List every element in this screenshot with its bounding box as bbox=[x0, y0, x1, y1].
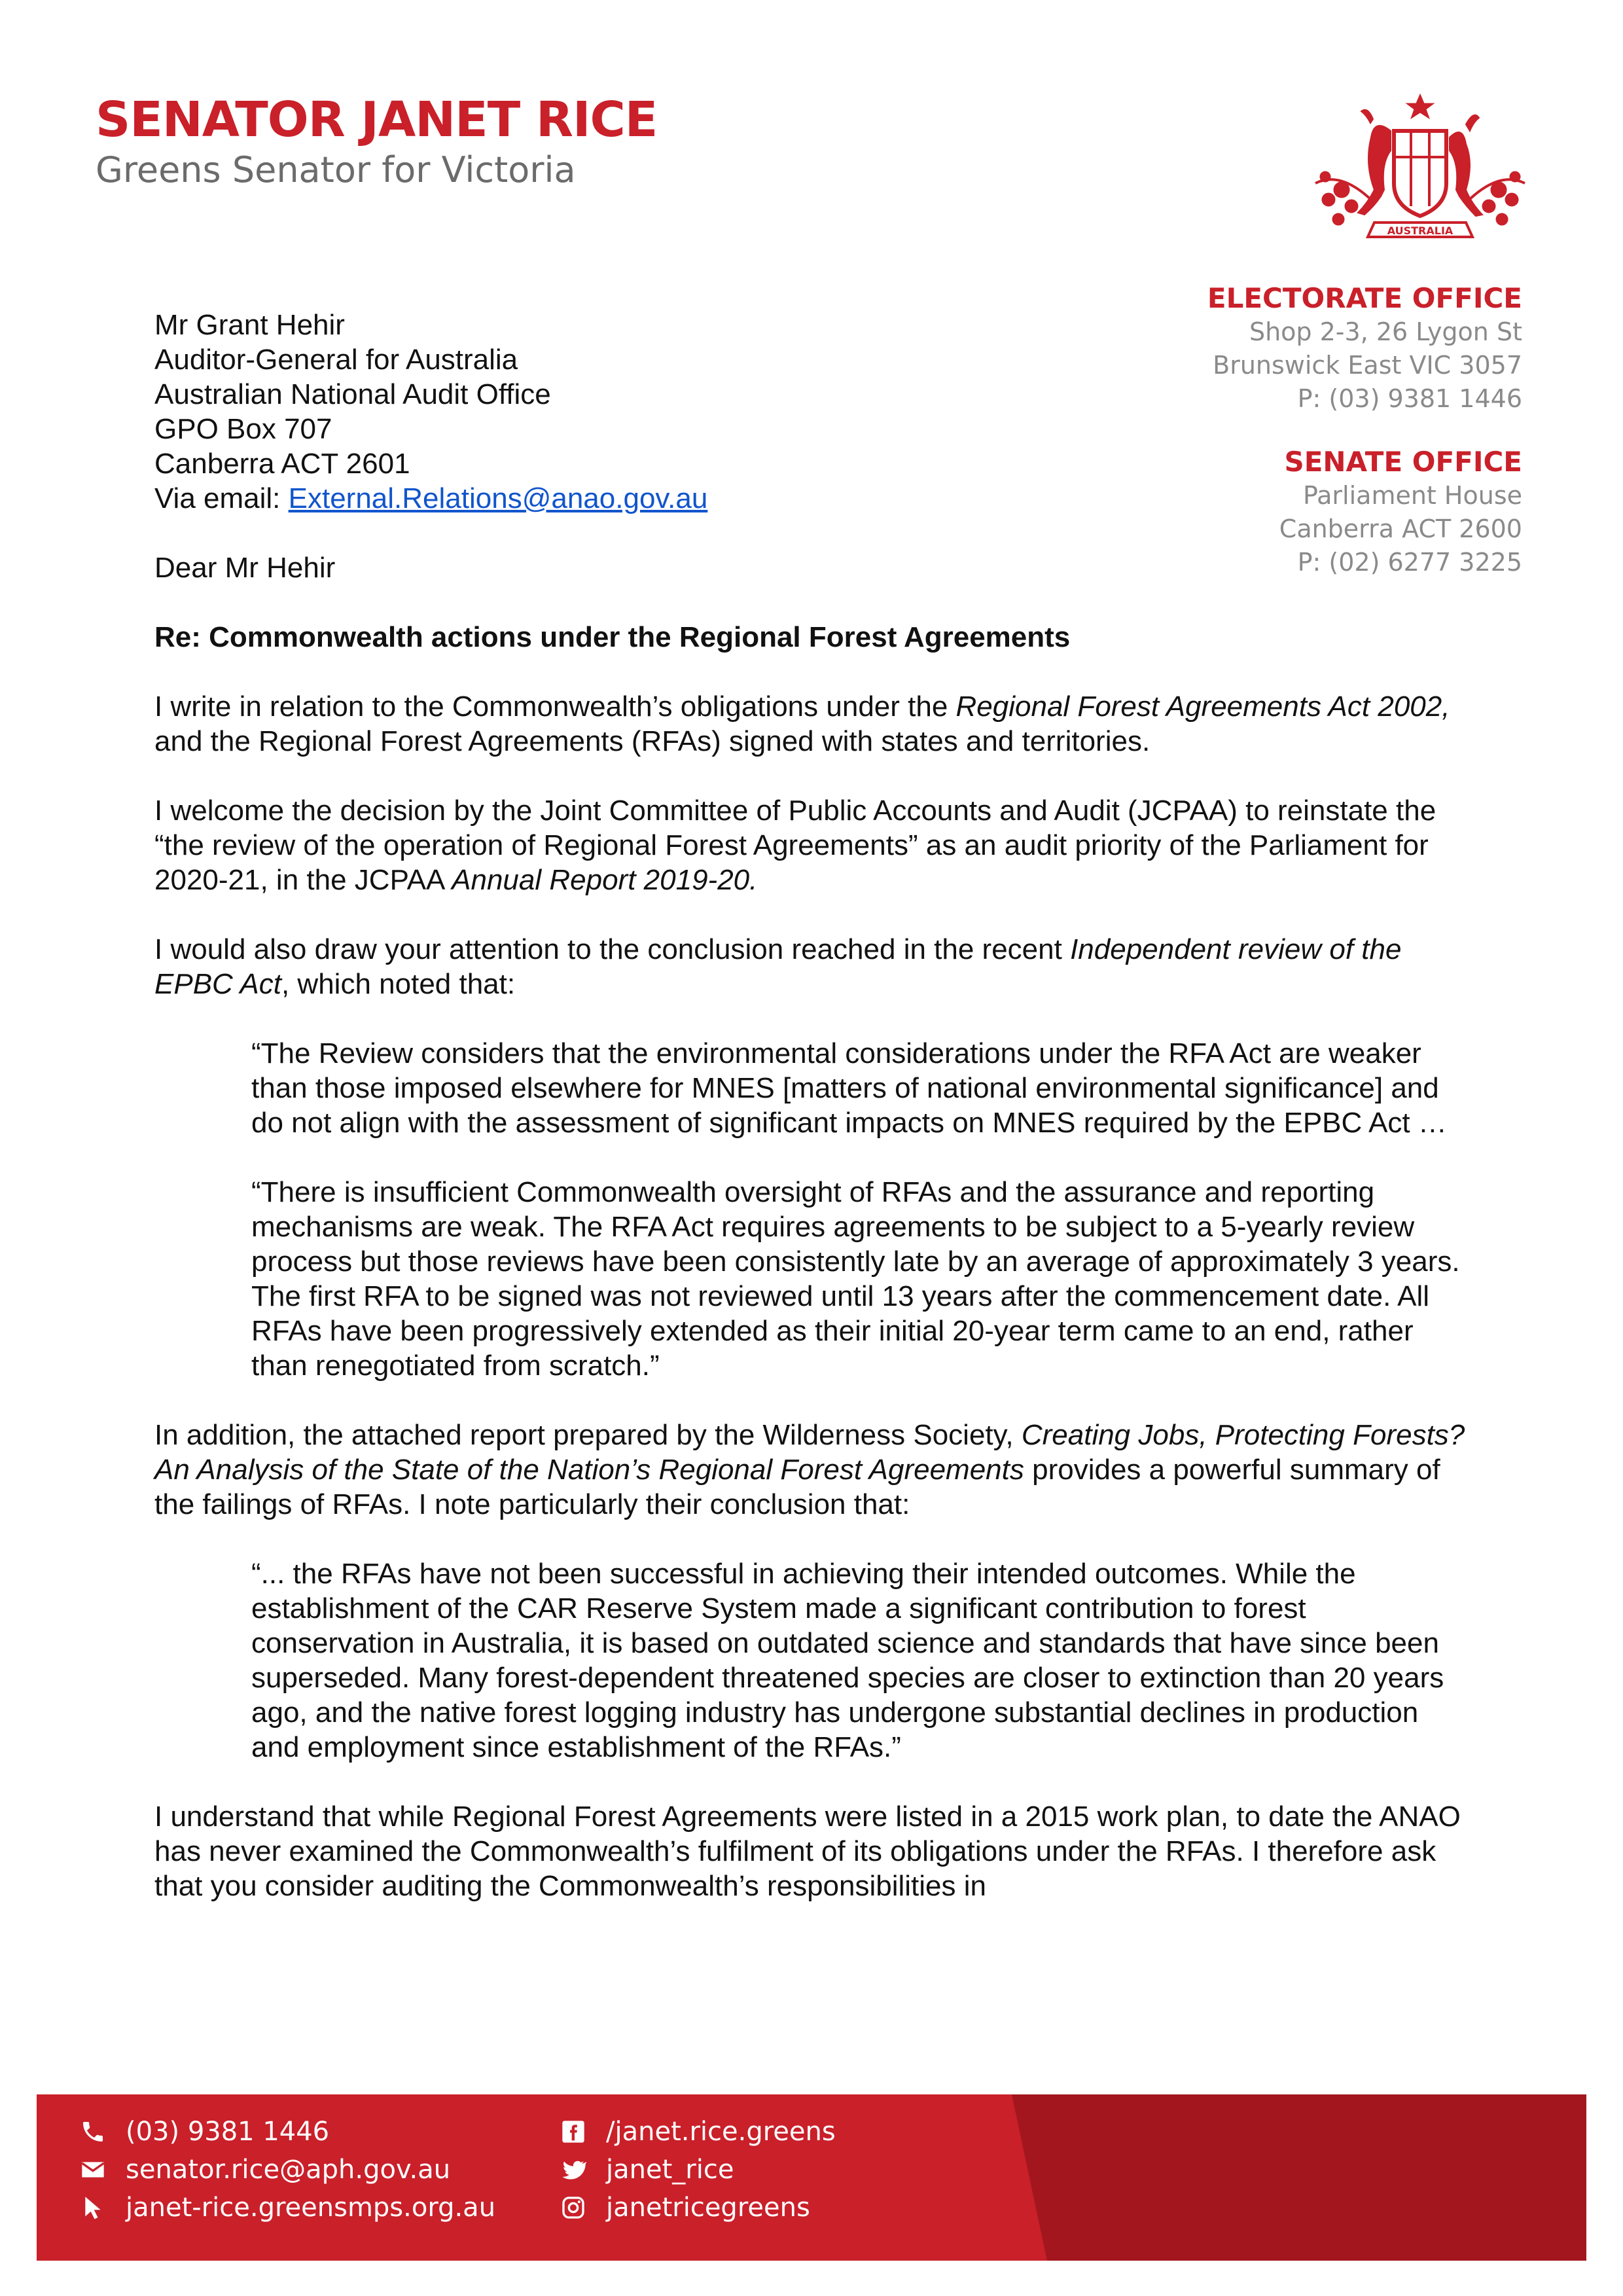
footer-phone-text: (03) 9381 1446 bbox=[126, 2117, 330, 2147]
p4-italic: Creating Jobs, Protecting Forests? An Analysis of the State of the Nation’s Regional Forest Agreements bbox=[154, 1419, 1465, 1486]
letterhead-name: SENATOR JANET RICE bbox=[96, 92, 658, 148]
p2-italic: Annual Report 2019-20. bbox=[452, 864, 758, 896]
p1-text-a: I write in relation to the Commonwealth’s obligations under the bbox=[154, 691, 956, 723]
recipient-box: GPO Box 707 bbox=[154, 413, 332, 445]
footer-website[interactable] bbox=[79, 2189, 495, 2227]
recipient-org: Australian National Audit Office bbox=[154, 378, 551, 410]
footer-facebook-text: /janet.rice.greens bbox=[606, 2117, 836, 2147]
paragraph-4 bbox=[154, 1418, 1470, 1522]
footer-social-column bbox=[559, 2113, 836, 2227]
paragraph-2 bbox=[154, 793, 1470, 897]
letterhead-subtitle: Greens Senator for Victoria bbox=[96, 149, 576, 190]
facebook-icon bbox=[559, 2117, 588, 2146]
instagram-icon bbox=[559, 2193, 588, 2222]
recipient-city: Canberra ACT 2601 bbox=[154, 448, 410, 480]
subject-line: Re: Commonwealth actions under the Regional Forest Agreements bbox=[154, 621, 1071, 653]
footer-contact-column bbox=[79, 2113, 495, 2227]
footer-dark-panel bbox=[1012, 2094, 1586, 2261]
footer-twitter-text: janet_rice bbox=[606, 2155, 734, 2185]
footer-website-text: janet-rice.greensmps.org.au bbox=[126, 2193, 496, 2223]
footer-email-text: senator.rice@aph.gov.au bbox=[126, 2155, 451, 2185]
p4-text-b: provides a powerful summary of the failings of RFAs. I note particularly their conclusion that: bbox=[154, 1454, 1440, 1520]
electorate-office-address2: Brunswick East VIC 3057 bbox=[1213, 351, 1522, 380]
p2-text-a: I welcome the decision by the Joint Committee of Public Accounts and Audit (JCPAA) to reinstate the “the review of the operation of Regional Forest Agreements” as an audit priority of the Parliament for 2020-21, in the JCPAA bbox=[154, 795, 1436, 896]
senate-office-address1: Parliament House bbox=[1302, 481, 1522, 510]
footer-bar bbox=[37, 2094, 1586, 2261]
p1-italic: Regional Forest Agreements Act 2002, bbox=[955, 691, 1450, 723]
footer-twitter[interactable] bbox=[559, 2151, 836, 2189]
envelope-icon bbox=[79, 2155, 107, 2184]
phone-icon bbox=[79, 2117, 107, 2146]
electorate-office-address1: Shop 2-3, 26 Lygon St bbox=[1249, 317, 1522, 346]
paragraph-5: I understand that while Regional Forest Agreements were listed in a 2015 work plan, to date the ANAO has never examined the Commonwealth’s fulfilment of its obligations under the RFAs. I therefore ask that you consider auditing the Commonwealth’s responsibilities in bbox=[154, 1801, 1461, 1902]
recipient-title: Auditor-General for Australia bbox=[154, 344, 518, 376]
paragraph-1 bbox=[154, 689, 1470, 759]
footer-instagram[interactable] bbox=[559, 2189, 836, 2227]
p3-text-a: I would also draw your attention to the conclusion reached in the recent bbox=[154, 933, 1071, 965]
p3-text-b: , which noted that: bbox=[281, 968, 516, 1000]
recipient-address bbox=[154, 308, 1470, 516]
letter-body bbox=[154, 308, 1470, 1903]
footer-facebook[interactable] bbox=[559, 2113, 836, 2151]
quote-2: “There is insufficient Commonwealth oversight of RFAs and the assurance and reporting mechanisms are weak. The RFA Act requires agreements to be subject to a 5-yearly review process but those reviews have been consistently late by an average of approximately 3 years. The first RFA to be signed was not reviewed until 13 years after the commencement date. All RFAs have been progressively extended as their initial 20-year term came to an end, rather than renegotiated from scratch.” bbox=[251, 1176, 1460, 1382]
email-prefix: Via email: bbox=[154, 482, 289, 514]
quote-1: “The Review considers that the environmental considerations under the RFA Act are weaker than those imposed elsewhere for MNES [matters of national environmental significance] and do not align with the assessment of significant impacts on MNES required by the EPBC Act … bbox=[251, 1037, 1447, 1139]
p1-text-b: and the Regional Forest Agreements (RFAs) signed with states and territories. bbox=[154, 725, 1150, 757]
cursor-icon bbox=[79, 2193, 107, 2222]
footer-email[interactable] bbox=[79, 2151, 495, 2189]
recipient-email-line bbox=[154, 481, 1470, 516]
senate-office-heading: SENATE OFFICE bbox=[1284, 446, 1522, 478]
electorate-office-phone: P: (03) 9381 1446 bbox=[1297, 384, 1522, 413]
electorate-office-heading: ELECTORATE OFFICE bbox=[1207, 282, 1522, 314]
p4-text-a: In addition, the attached report prepared by the Wilderness Society, bbox=[154, 1419, 1022, 1451]
quote-3: “... the RFAs have not been successful in achieving their intended outcomes. While the establishment of the CAR Reserve System made a significant contribution to forest conservation in Australia, it is based on outdated science and standards that have since been superseded. Many forest-dependent threatened species are closer to extinction than 20 years ago, and the native forest logging industry has undergone substantial declines in production and employment since establishment of the RFAs.” bbox=[251, 1558, 1444, 1763]
senate-office-address2: Canberra ACT 2600 bbox=[1279, 514, 1522, 543]
paragraph-3 bbox=[154, 932, 1470, 1001]
footer-instagram-text: janetricegreens bbox=[606, 2193, 810, 2223]
crest-scroll-text: AUSTRALIA bbox=[1387, 224, 1454, 237]
salutation: Dear Mr Hehir bbox=[154, 552, 336, 584]
coat-of-arms-icon bbox=[1302, 92, 1538, 249]
senate-office-phone: P: (02) 6277 3225 bbox=[1297, 548, 1522, 577]
footer-phone[interactable] bbox=[79, 2113, 495, 2151]
p3-italic: Independent review of the EPBC Act bbox=[154, 933, 1402, 1000]
twitter-icon bbox=[559, 2155, 588, 2184]
recipient-name: Mr Grant Hehir bbox=[154, 309, 345, 341]
recipient-email-link[interactable]: External.Relations@anao.gov.au bbox=[288, 482, 708, 514]
